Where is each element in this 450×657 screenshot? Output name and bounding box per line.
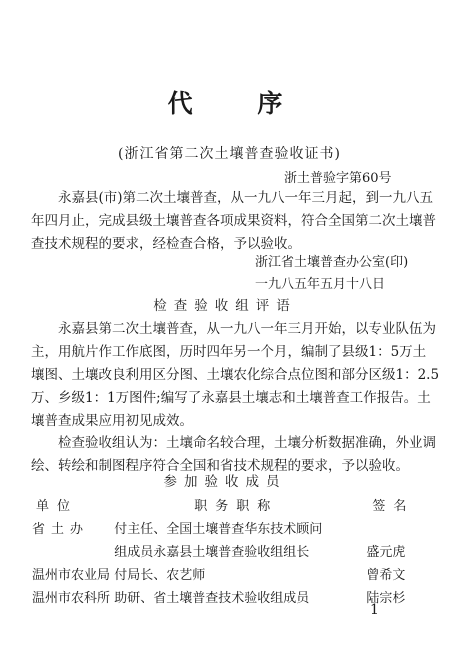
- certificate-date: 一九八五年五月十八日: [255, 277, 386, 292]
- review-paragraph-1: [31, 318, 440, 433]
- column-header-position: 职务职称: [194, 499, 279, 514]
- table-row: [32, 585, 422, 608]
- column-header-unit: 单位: [36, 499, 79, 514]
- member-name: [366, 516, 422, 539]
- member-name: 陆宗杉: [366, 591, 406, 606]
- table-header-row: [32, 493, 422, 516]
- member-position: 助研、省土壤普查技术验收组成员: [114, 591, 310, 606]
- page-title: 代 序: [167, 89, 311, 118]
- review-line: 壤图、土壤改良利用区分图、土壤农化综合点位图和部分区级1：2.5: [31, 367, 440, 383]
- member-position: 付局长、农艺师: [114, 568, 206, 583]
- members-table: [32, 493, 422, 608]
- certificate-line: 年四月止，完成县级土壤普查各项成果资料，符合全国第二次土壤普: [31, 213, 436, 229]
- member-name: 曾希文: [366, 568, 406, 583]
- member-unit: [32, 539, 114, 562]
- review-line: 检查验收组认为：土壤命名较合理，土壤分析数据准确，外业调: [58, 435, 436, 451]
- member-position: 付主任、全国土壤普查华东技术顾问: [114, 522, 323, 537]
- members-heading: 参加验收成员: [163, 474, 287, 490]
- member-unit: 省土办: [32, 522, 90, 537]
- table-row: [32, 539, 422, 562]
- member-unit: 温州市农业局: [32, 568, 111, 583]
- column-header-signature: 签名: [372, 499, 415, 514]
- page-number: 1: [370, 602, 379, 618]
- review-line: 永嘉县第二次土壤普查，从一九八一年三月开始，以专业队伍为: [58, 321, 436, 337]
- page-subtitle: (浙江省第二次土壤普查验收证书): [118, 146, 341, 162]
- certificate-line: 查技术规程的要求，经检查合格，予以验收。: [31, 236, 301, 252]
- review-heading: 检查验收组评语: [153, 298, 297, 314]
- review-line: 绘、转绘和制图程序符合全国和省技术规程的要求，予以验收。: [31, 458, 409, 474]
- document-number: 浙土普验字第60号: [284, 171, 392, 186]
- certificate-issuer: 浙江省土壤普查办公室(印): [255, 255, 409, 270]
- table-row: [32, 516, 422, 539]
- member-unit: 温州市农科所: [32, 591, 111, 606]
- certificate-body: [31, 187, 436, 256]
- certificate-line: 永嘉县(市)第二次土壤普查，从一九八一年三月起，到一九八五: [58, 190, 434, 206]
- review-line: 万、乡级1：1万图件;编写了永嘉县土壤志和土壤普查工作报告。土: [31, 390, 431, 406]
- table-row: [32, 562, 422, 585]
- member-name: 盛元虎: [366, 545, 406, 560]
- member-position: 组成员永嘉县土壤普查验收组组长: [114, 545, 310, 560]
- review-line: 壤普查成果应用初见成效。: [31, 413, 193, 429]
- review-line: 主，用航片作工作底图，历时四年另一个月，编制了县级1：5万土: [31, 344, 427, 360]
